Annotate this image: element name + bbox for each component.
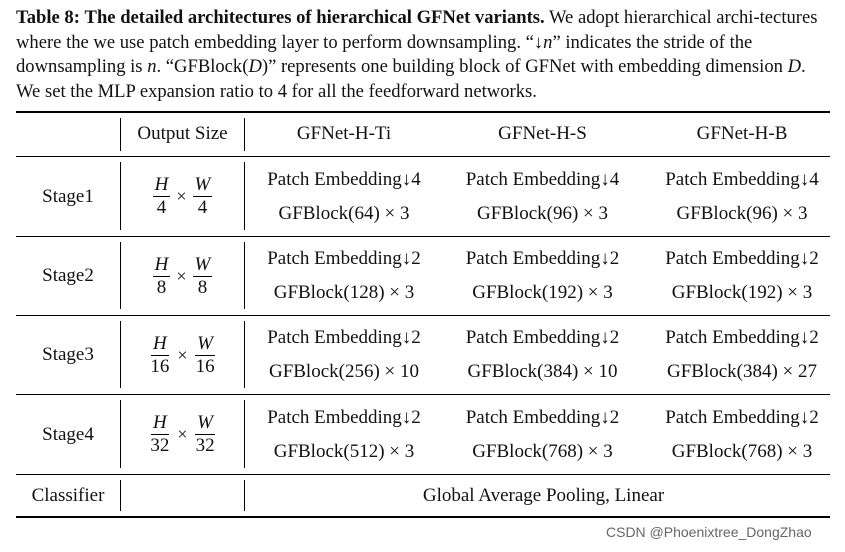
cell-gfnet-h-b: Patch Embedding↓2 GFBlock(768) × 3 [665,406,819,462]
caption-text-3: . “GFBlock( [156,56,249,77]
header-output-size: Output Size [137,123,228,144]
stage-label: Stage4 [42,423,94,445]
stage-label: Stage2 [42,265,94,286]
cell-gfnet-h-s: Patch Embedding↓2 GFBlock(192) × 3 [465,248,620,303]
caption-var-d2: D [787,56,802,77]
cell-gfnet-h-s: Patch Embedding↓4 GFBlock(96) × 3 [465,168,620,224]
output-size-cell: $\frac{H}{32}$ × $\frac{W}{32}$ [150,412,215,456]
height-fraction: $\frac{H}{4}$ [154,174,169,218]
cell-gfnet-h-ti: Patch Embedding↓2 GFBlock(256) × 10 [267,327,421,382]
cell-gfnet-h-b: Patch Embedding↓2 GFBlock(192) × 3 [665,248,819,303]
width-fraction: $\frac{W}{16}$ [195,332,215,377]
cell-gfnet-h-b: Patch Embedding↓4 GFBlock(96) × 3 [665,168,819,224]
cell-gfnet-h-ti: Patch Embedding↓4 GFBlock(64) × 3 [267,168,421,224]
header-gfnet-h-b: GFNet-H-B [696,123,788,144]
width-fraction: $\frac{W}{8}$ [194,253,211,298]
caption-text-2: ” indicates the stride of the downsampling is [16,31,753,77]
output-size-cell: $\frac{H}{16}$ × $\frac{W}{16}$ [150,332,215,377]
height-fraction: $\frac{H}{32}$ [150,412,170,456]
output-size-cell: $\frac{H}{4}$ × $\frac{W}{4}$ [154,174,211,218]
header-gfnet-h-ti: GFNet-H-Ti [296,123,392,144]
stage-label: Stage3 [42,344,94,365]
classifier-label: Classifier [31,484,105,506]
cell-gfnet-h-ti: Patch Embedding↓2 GFBlock(512) × 3 [267,406,421,462]
caption-text-5: . We set the MLP expansion ratio to 4 for all the feedforward networks. [16,56,806,102]
cell-gfnet-h-ti: Patch Embedding↓2 GFBlock(128) × 3 [267,248,421,303]
header-gfnet-h-s: GFNet-H-S [498,123,587,144]
caption-text-1: We adopt hierarchical archi-tectures where the we use patch embedding layer to perform downsampling. “↓ [16,7,818,53]
height-fraction: $\frac{H}{8}$ [154,253,169,298]
caption-var-n1: n [543,31,553,53]
col-rule-1 [120,480,121,511]
width-fraction: $\frac{W}{32}$ [195,412,215,456]
caption-var-d1: D [248,56,262,77]
height-fraction: $\frac{H}{16}$ [150,332,170,377]
caption-var-n2: n [147,56,157,77]
bottom-rule [16,516,830,518]
classifier-value: Global Average Pooling, Linear [422,484,665,506]
watermark: CSDN @Phoenixtree_DongZhao [606,524,812,540]
stage-label: Stage1 [42,185,94,207]
caption-label: Table 8: [16,7,80,28]
cell-gfnet-h-b: Patch Embedding↓2 GFBlock(384) × 27 [665,327,819,382]
cell-gfnet-h-s: Patch Embedding↓2 GFBlock(384) × 10 [465,327,620,382]
width-fraction: $\frac{W}{4}$ [194,174,211,218]
caption-title: The detailed architectures of hierarchical GFNet variants. [84,7,545,28]
caption-text-4: )” represents one building block of GFNet with embedding dimension [261,56,788,77]
cell-gfnet-h-s: Patch Embedding↓2 GFBlock(768) × 3 [465,406,620,462]
output-size-cell: $\frac{H}{8}$ × $\frac{W}{8}$ [154,253,211,298]
table-caption [16,6,834,104]
